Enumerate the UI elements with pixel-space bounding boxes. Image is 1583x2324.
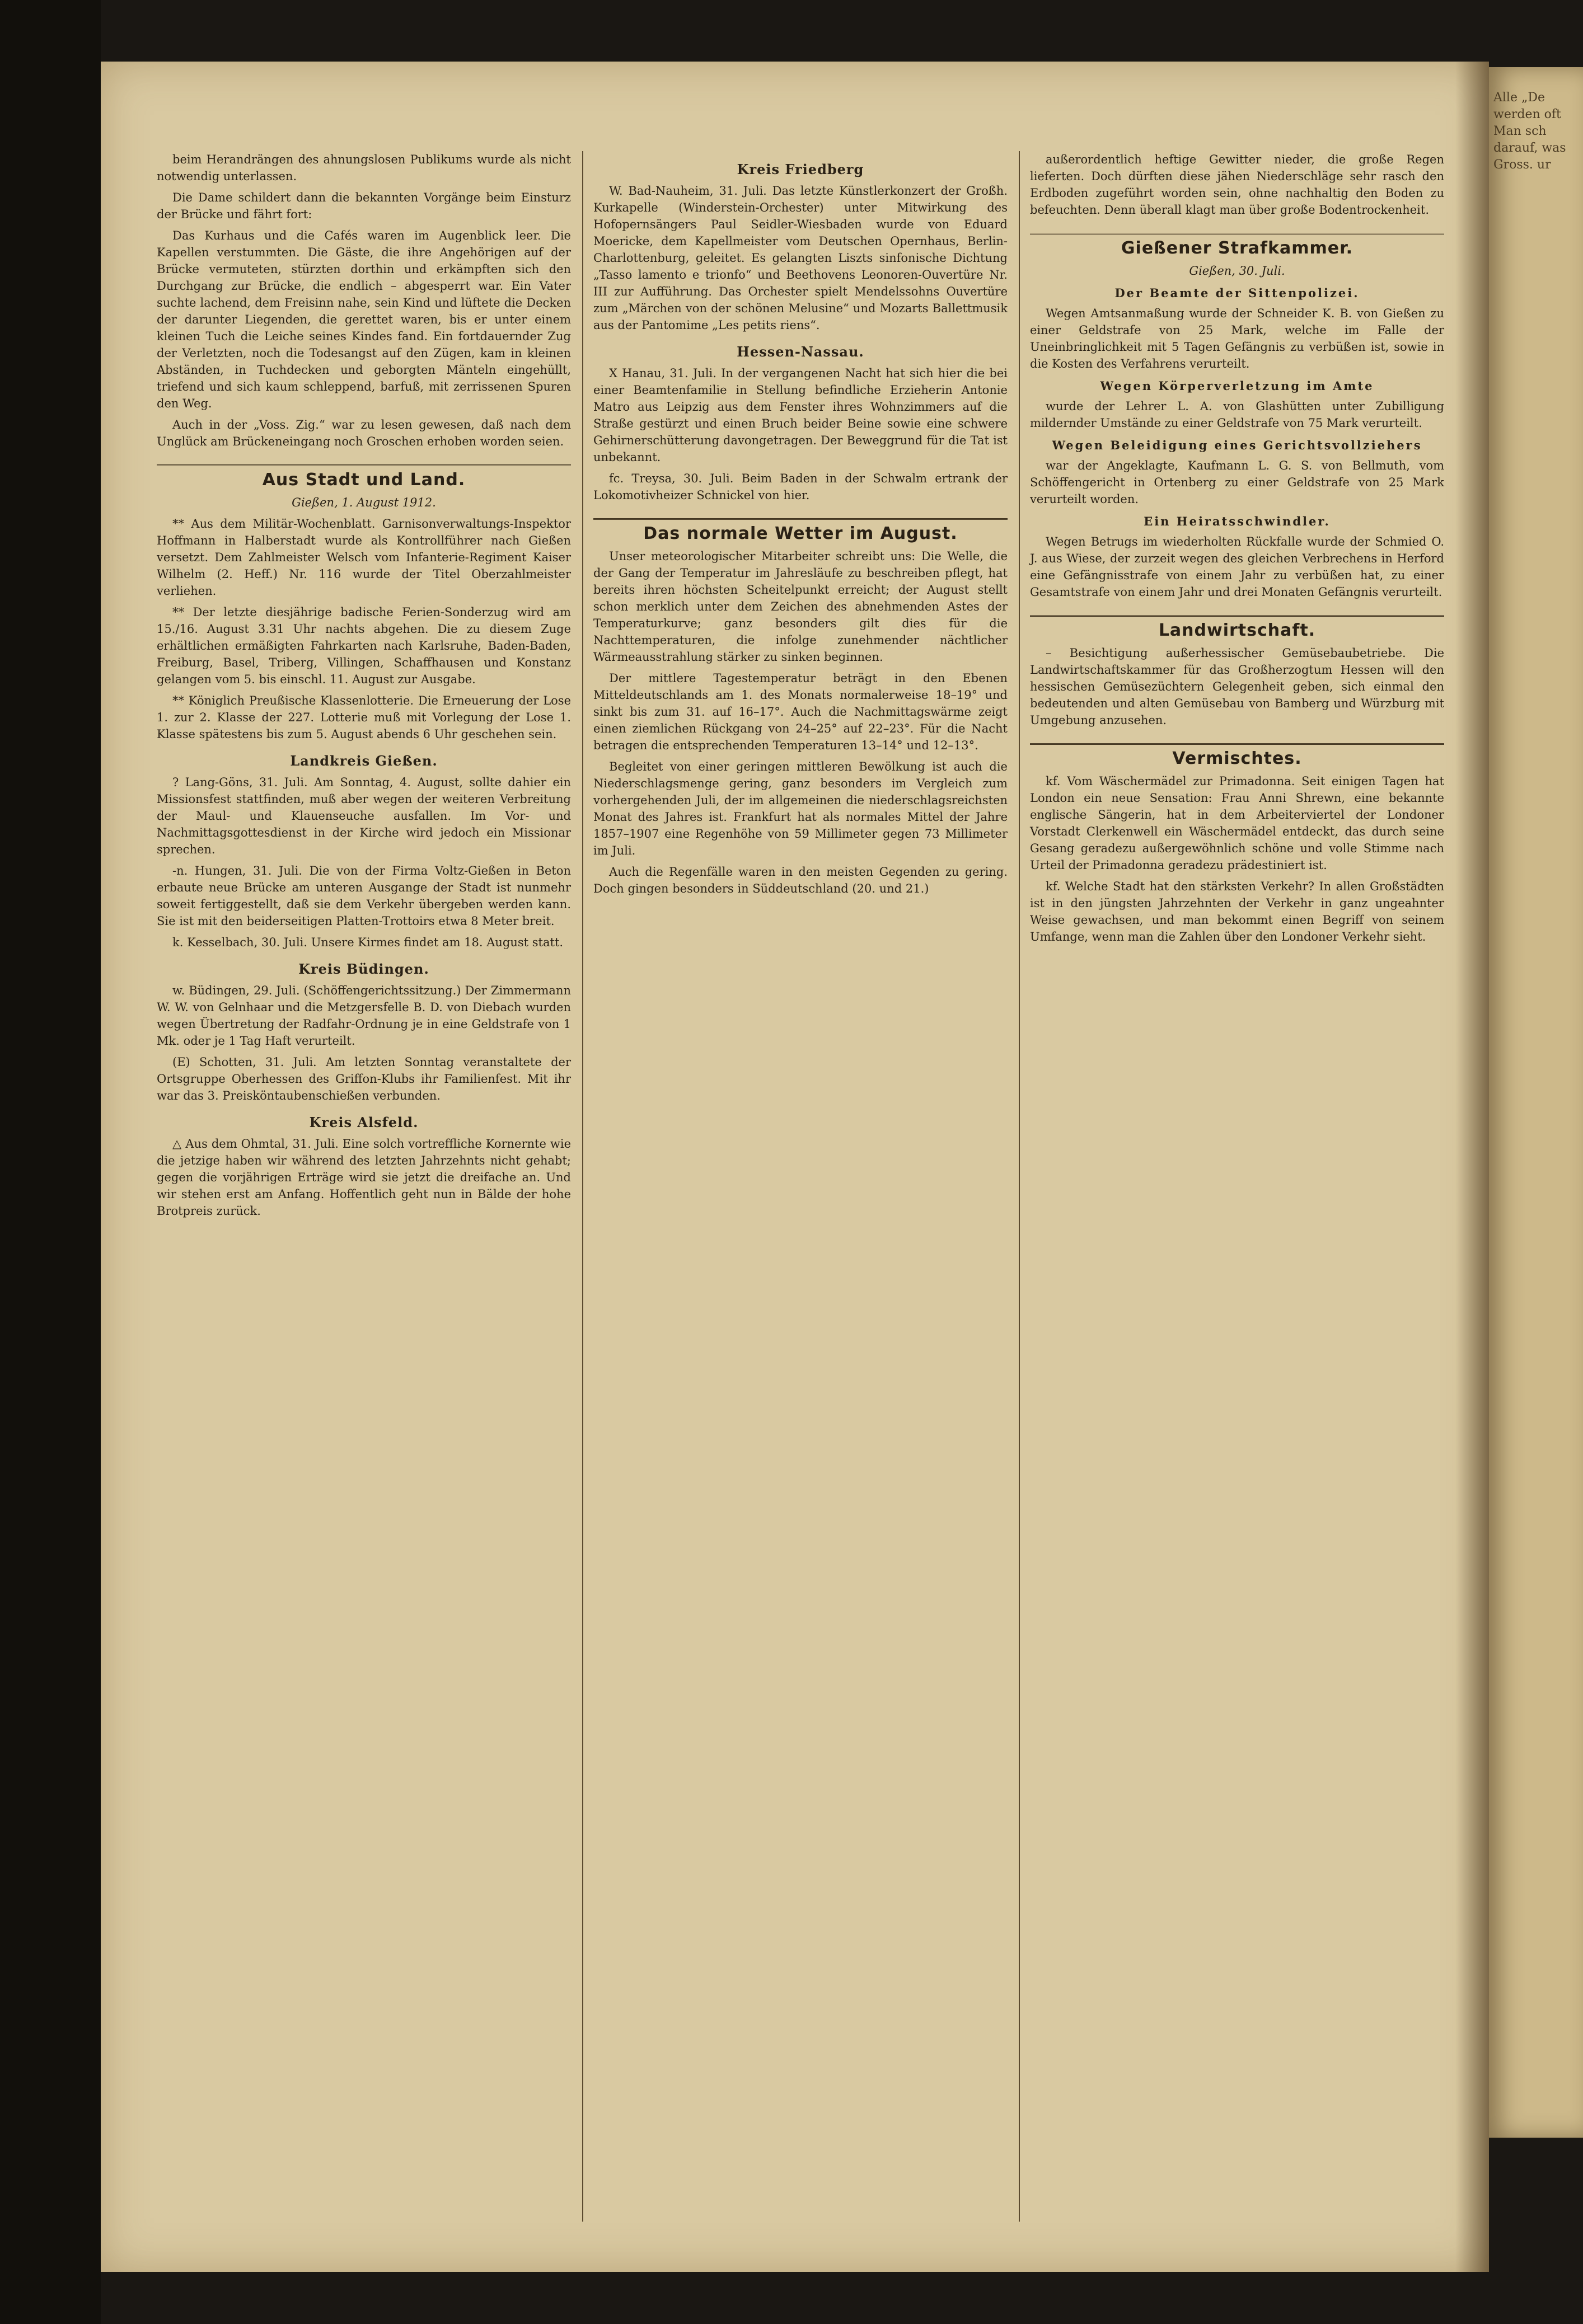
col3-p2: Wegen Amtsanmaßung wurde der Schneider K. B. von Gießen zu einer Geldstrafe von 25 Mark, welche im Falle der Uneinbringlichkeit mit 5 Tagen Gefängnis zu verbüßen ist, sowie in die Kosten des Verfahrens verurteilt. [1030, 307, 1444, 370]
subhead-kreis-buedingen: Kreis Büdingen. [298, 961, 429, 977]
subhead-kreis-alsfeld: Kreis Alsfeld. [309, 1114, 419, 1130]
col2-p2: X Hanau, 31. Juli. In der vergangenen Nacht hat sich hier die bei einer Beamtenfamilie in Stellung befindliche Erzieherin Antonie Matro aus Leipzig aus dem Fenster ihres Wohnzimmers auf die Straße gestürzt und einen Bruch beider Beine sowie eine schwere Gehirnerschütterung davongetragen. Der Beweggrund für die Tat ist unbekannt. [593, 367, 1008, 464]
subhead-heiratsschwindler: Ein Heiratsschwindler. [1144, 514, 1331, 528]
col1-p4: ** Aus dem Militär-Wochenblatt. Garnisonverwaltungs-Inspektor Hoffmann in Halberstadt wurde als Kontrollführer nach Gießen versetzt. Dem Zahlmeister Welsch vom Infanterie-Regiment Kaiser Wilhelm (2. Heff.) Nr. 116 wurde der Titel Oberzahlmeister verliehen. [157, 517, 571, 598]
background-left [0, 0, 101, 2324]
column-1 [157, 151, 571, 1224]
section-vermischtes: Vermischtes. [1030, 743, 1444, 767]
col3-p8: kf. Welche Stadt hat den stärksten Verkehr? In allen Großstädten ist in den jüngsten Jahrzehnten der Verkehr in ganz ungeahnter Weise gewachsen, und man bekommt einen Begriff von seinem Umfange, wenn man die Zahlen über den Londoner Verkehr sieht. [1030, 880, 1444, 943]
col1-p2: Das Kurhaus und die Cafés waren im Augenblick leer. Die Kapellen verstummten. Die Gäste, die ihre Angehörigen auf der Brücke vermuteten, stürzten dorthin und erkämpften sich den Durchgang zur Brücke, die endlich – abgesperrt war. Ein Vater suchte lachend, dem Freisinn nahe, sein Kind und lüftete die Decken der darunter Liegenden, die gerettet waren, bis er unter einem kleinen Tuch die Leiche seines Kindes fand. Ein fortdauernder Zug der Verletzten, noch die Todesangst auf den Zügen, kam in kleinen Abständen, in Tuchdecken und geborgten Mänteln eingehüllt, triefend und sich kaum schleppend, barfuß, mit zerrissenen Spuren den Weg. [157, 229, 571, 410]
col2-p6: Begleitet von einer geringen mittleren Bewölkung ist auch die Niederschlagsmenge gering, ganz besonders im Vergleich zum vorhergehenden Juli, der im allgemeinen die niederschlagsreichsten Monat des Jahres ist. Frankfurt hat als normales Mittel der Jahre 1857–1907 eine Regenhöhe von 59 Millimeter gegen 73 Millimeter im Juli. [593, 760, 1008, 857]
col2-p7: Auch die Regenfälle waren in den meisten Gegenden zu gering. Doch gingen besonders in Süddeutschland (20. und 21.) [593, 865, 1008, 895]
section-aus-stadt-und-land: Aus Stadt und Land. [157, 464, 571, 489]
col3-p4: war der Angeklagte, Kaufmann L. G. S. von Bellmuth, vom Schöffengericht in Ortenberg zu einer Geldstrafe von 25 Mark verurteilt worden. [1030, 459, 1444, 506]
col2-p1: W. Bad-Nauheim, 31. Juli. Das letzte Künstlerkonzert der Großh. Kurkapelle (Winderstein-Orchester) unter Mitwirkung des Hofopernsängers Paul Seidler-Wiesbaden wurde von Eduard Moericke, dem Kapellmeister vom Deutschen Opernhaus, Berlin-Charlottenburg, geleitet. Es gelangten Liszts sinfonische Dichtung „Tasso lamento e trionfo“ und Beethovens Leonoren-Ouvertüre Nr. III zur Aufführung. Das Orchester spielt Mendelssohns Ouvertüre zum „Märchen von der schönen Melusine“ und Mozarts Ballettmusik aus der Pantomime „Les petits riens“. [593, 184, 1008, 332]
newspaper-page [101, 62, 1489, 2272]
col3-p5: Wegen Betrugs im wiederholten Rückfalle wurde der Schmied O. J. aus Wiese, der zurzeit wegen des gleichen Verbrechens in Herford eine Gefängnisstrafe von einem Jahr zu verbüßen hat, zu einer Gesamtstrafe von einem Jahr und drei Monaten Gefängnis verurteilt. [1030, 535, 1444, 599]
adjacent-page-fragments: Alle „De werden oft Man sch darauf, was Gross. ur [1493, 91, 1566, 172]
col1-dateline: Gießen, 1. August 1912. [292, 496, 436, 509]
subhead-beamte-sittenpolizei: Der Beamte der Sittenpolizei. [1114, 286, 1360, 300]
col1-p9: k. Kesselbach, 30. Juli. Unsere Kirmes findet am 18. August statt. [172, 936, 564, 949]
section-landwirtschaft: Landwirtschaft. [1030, 615, 1444, 639]
col1-p10: w. Büdingen, 29. Juli. (Schöffengerichtssitzung.) Der Zimmermann W. W. von Gelnhaar und die Metzgersfelle B. D. von Diebach wurden wegen Übertretung der Radfahr-Ordnung je in eine Geldstrafe von 1 Mk. oder je 1 Tag Haft verurteilt. [157, 984, 571, 1048]
subhead-landkreis-giessen: Landkreis Gießen. [290, 753, 438, 769]
col1-p6: ** Königlich Preußische Klassenlotterie. Die Erneuerung der Lose 1. zur 2. Klasse der 227. Lotterie muß mit Vorlegung der Lose 1. Klasse spätestens bis zum 5. August abends 6 Uhr geschehen sein. [157, 694, 571, 741]
column-2 [593, 151, 1008, 902]
section-normale-wetter: Das normale Wetter im August. [593, 518, 1008, 542]
subhead-beleidigung: Wegen Beleidigung eines Gerichtsvollziehers [1052, 438, 1422, 452]
col1-p7: ? Lang-Göns, 31. Juli. Am Sonntag, 4. August, sollte dahier ein Missionsfest stattfinden, muß aber wegen der weiteren Verbreitung der Maul- und Klauenseuche ausfallen. Im Vor- und Nachmittagsgottesdienst in der Kirche wird jedoch ein Missionar sprechen. [157, 776, 571, 856]
col3-p3: wurde der Lehrer L. A. von Glashütten unter Zubilligung mildernder Umstände zu einer Geldstrafe von 75 Mark verurteilt. [1030, 400, 1444, 430]
col1-intro: beim Herandrängen des ahnungslosen Publikums wurde als nicht notwendig unterlassen. [157, 153, 571, 183]
col3-p1: außerordentlich heftige Gewitter nieder, die große Regen lieferten. Doch dürften diese jähen Niederschläge sehr rasch den Erdboden zugeführt worden sein, ohne nachhaltig den Boden zu befeuchten. Denn überall klagt man über große Bodentrockenheit. [1030, 153, 1444, 217]
col1-p11: (E) Schotten, 31. Juli. Am letzten Sonntag veranstaltete der Ortsgruppe Oberhessen des Griffon-Klubs ihr Familienfest. Mit ihr war das 3. Preisköntaubenschießen verbunden. [157, 1055, 571, 1102]
col3-dateline: Gießen, 30. Juli. [1189, 264, 1285, 278]
col1-p1: Die Dame schildert dann die bekannten Vorgänge beim Einsturz der Brücke und fährt fort: [157, 191, 571, 221]
column-3 [1030, 151, 1444, 950]
col1-p12: △ Aus dem Ohmtal, 31. Juli. Eine solch vortreffliche Kornernte wie die jetzige haben wir während des letzten Jahrzehnts nicht gehabt; gegen die vorjährigen Erträge wird sie jetzt die dreifache an. Und wir stehen erst am Anfang. Hoffentlich geht nun in Bälde der hohe Brotpreis zurück. [157, 1137, 571, 1218]
column-rule [1019, 151, 1020, 2222]
col1-p3: Auch in der „Voss. Zig.“ war zu lesen gewesen, daß nach dem Unglück am Brückeneingang noch Groschen erhoben worden seien. [157, 418, 571, 448]
col1-p8: -n. Hungen, 31. Juli. Die von der Firma Voltz-Gießen in Beton erbaute neue Brücke am unteren Ausgange der Stadt ist nunmehr soweit fertiggestellt, daß sie dem Verkehr übergeben werden kann. Sie ist mit den beiderseitigen Platten-Trottoirs etwa 8 Meter breit. [157, 864, 571, 928]
col2-p4: Unser meteorologischer Mitarbeiter schreibt uns: Die Welle, die der Gang der Temperatur im Jahresläufe zu beschreiben pflegt, hat bereits ihren höchsten Scheitelpunkt erreicht; der August stellt schon merklich unter dem Zeichen des abnehmenden Astes der Temperaturkurve; ganz besonders gilt dies für die Nachttemperaturen, die infolge zunehmender nächtlicher Wärmeausstrahlung stärker zu sinken beginnen. [593, 550, 1008, 664]
subhead-hessen-nassau: Hessen-Nassau. [737, 344, 864, 360]
col1-p5: ** Der letzte diesjährige badische Ferien-Sonderzug wird am 15./16. August 3.31 Uhr nachts abgehen. Die zu diesem Zuge erhältlichen ermäßigten Fahrkarten nach Karlsruhe, Baden-Baden, Freiburg, Basel, Triberg, Villingen, Schaffhausen und Konstanz gelangen vom 5. bis einschl. 11. August zur Ausgabe. [157, 605, 571, 686]
col2-p5: Der mittlere Tagestemperatur beträgt in den Ebenen Mitteldeutschlands am 1. des Monats normalerweise 18–19° und sinkt bis zum 31. auf 16–17°. Auch die Nachmittagswärme zeigt einen ziemlichen Rückgang von 24–25° auf 22–23°. Für die Nacht betragen die entsprechenden Temperaturen 13–14° und 12–13°. [593, 672, 1008, 752]
column-rule [582, 151, 583, 2222]
page-fold-shadow [1455, 62, 1489, 2272]
section-giessener-strafkammer: Gießener Strafkammer. [1030, 233, 1444, 257]
subhead-kreis-friedberg: Kreis Friedberg [737, 161, 864, 177]
col3-p7: kf. Vom Wäschermädel zur Primadonna. Seit einigen Tagen hat London ein neue Sensation: Frau Anni Shrewn, eine bekannte englische Sängerin, hat in dem Arbeiterviertel der Londoner Vorstadt Clerkenwell ein Wäschermädel entdeckt, das durch seine Gesang geradezu außergewöhnlich schöne und volle Stimme nach Urteil der Primadonna geradezu prädestiniert ist. [1030, 774, 1444, 872]
col3-p6: – Besichtigung außerhessischer Gemüsebaubetriebe. Die Landwirtschaftskammer für das Großherzogtum Hessen will den hessischen Gemüsezüchtern Gelegenheit geben, sich einmal den bedeutenden und alten Gemüsebau von Bamberg und Würzburg mit Umgebung anzusehen. [1030, 646, 1444, 727]
col2-p3: fc. Treysa, 30. Juli. Beim Baden in der Schwalm ertrank der Lokomotivheizer Schnickel von hier. [593, 472, 1008, 502]
subhead-koerperverletzung: Wegen Körperverletzung im Amte [1100, 379, 1374, 393]
adjacent-page-edge [1489, 67, 1583, 2138]
